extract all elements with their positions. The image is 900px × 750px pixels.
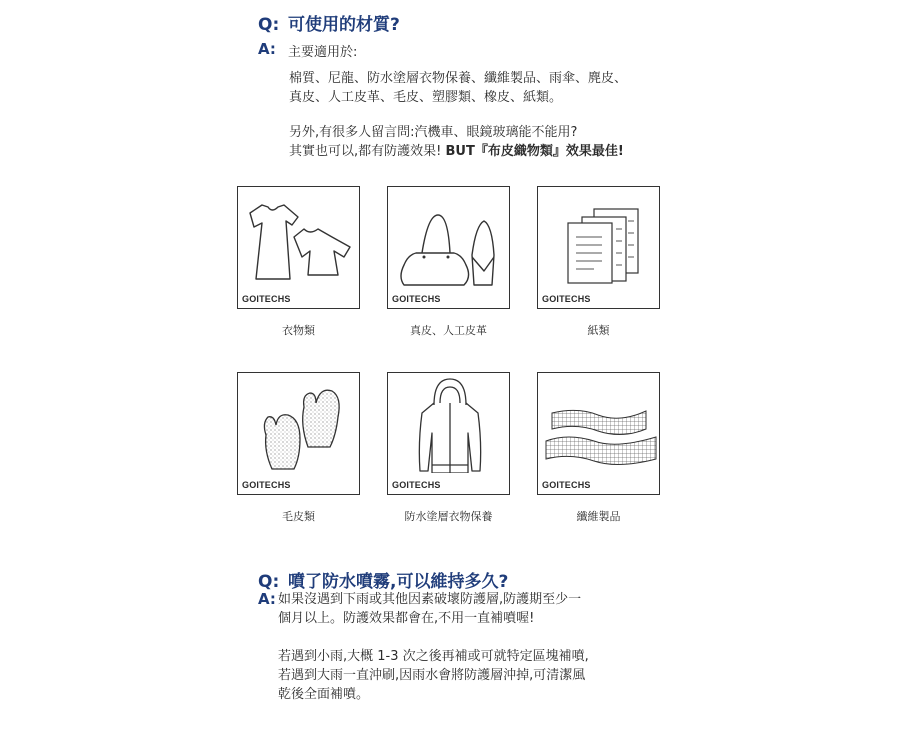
answer-1 [258, 40, 678, 60]
brand-label: GOITECHS [242, 480, 291, 490]
paper-icon [538, 187, 658, 287]
faq-duration [258, 567, 678, 592]
answer-mark-label: A: [258, 40, 276, 58]
answer-2 [258, 590, 581, 628]
answer-2-extra-line: 乾後全面補噴。 [278, 687, 370, 702]
material-caption: 紙類 [587, 324, 610, 337]
material-note [289, 123, 624, 161]
material-note-line [289, 142, 624, 161]
question-mark-label: Q: [258, 572, 280, 592]
material-card-leather [387, 186, 510, 309]
material-card-paper [537, 186, 660, 309]
material-caption: 毛皮類 [282, 510, 315, 523]
material-caption: 衣物類 [282, 324, 315, 337]
answer-2-extra-line: 若遇到大雨一直沖刷,因雨水會將防護層沖掉,可清潔風 [278, 668, 586, 683]
material-card-clothing [237, 186, 360, 309]
answer-mark-label: A: [258, 590, 276, 608]
jacket-icon [388, 373, 508, 473]
material-note-text: 其實也可以,都有防護效果! [289, 144, 446, 159]
brand-label: GOITECHS [392, 294, 441, 304]
material-caption: 纖維製品 [576, 510, 621, 523]
clothing-icon [238, 187, 358, 287]
material-card-fiber [537, 372, 660, 495]
material-card-fur [237, 372, 360, 495]
question-2 [258, 567, 678, 592]
material-list [289, 69, 627, 107]
mittens-icon [238, 373, 358, 473]
material-note-line: 另外,有很多人留言問:汽機車、眼鏡玻璃能不能用? [289, 125, 578, 140]
material-card-waterproof [387, 372, 510, 495]
material-list-line: 棉質、尼龍、防水塗層衣物保養、纖維製品、雨傘、麂皮、 [289, 71, 628, 86]
brand-label: GOITECHS [242, 294, 291, 304]
brand-label: GOITECHS [542, 294, 591, 304]
scarf-icon [538, 373, 658, 473]
faq-materials [258, 10, 678, 60]
answer-2-row [258, 590, 581, 628]
question-1-text: 可使用的材質? [288, 15, 400, 35]
answer-2-extra-line: 若遇到小雨,大概 1-3 次之後再補或可就特定區塊補噴, [278, 649, 589, 664]
answer-2-body [278, 590, 581, 628]
question-mark-label: Q: [258, 15, 280, 35]
brand-label: GOITECHS [542, 480, 591, 490]
material-caption: 真皮、人工皮革 [410, 324, 487, 337]
answer-1-intro: 主要適用於: [288, 45, 358, 60]
material-list-line: 真皮、人工皮革、毛皮、塑膠類、橡皮、紙類。 [289, 90, 563, 105]
answer-2-line: 個月以上。防護效果都會在,不用一直補噴喔! [278, 611, 535, 626]
answer-2-extra [278, 647, 589, 704]
answer-2-line: 如果沒遇到下雨或其他因素破壞防護層,防護期至少一 [278, 592, 582, 607]
brand-label: GOITECHS [392, 480, 441, 490]
question-1 [258, 10, 678, 35]
question-2-text: 噴了防水噴霧,可以維持多久? [288, 572, 509, 592]
material-note-emphasis: BUT『布皮織物類』效果最佳! [445, 144, 624, 159]
material-caption: 防水塗層衣物保養 [404, 510, 493, 523]
handbag-icon [388, 187, 508, 287]
